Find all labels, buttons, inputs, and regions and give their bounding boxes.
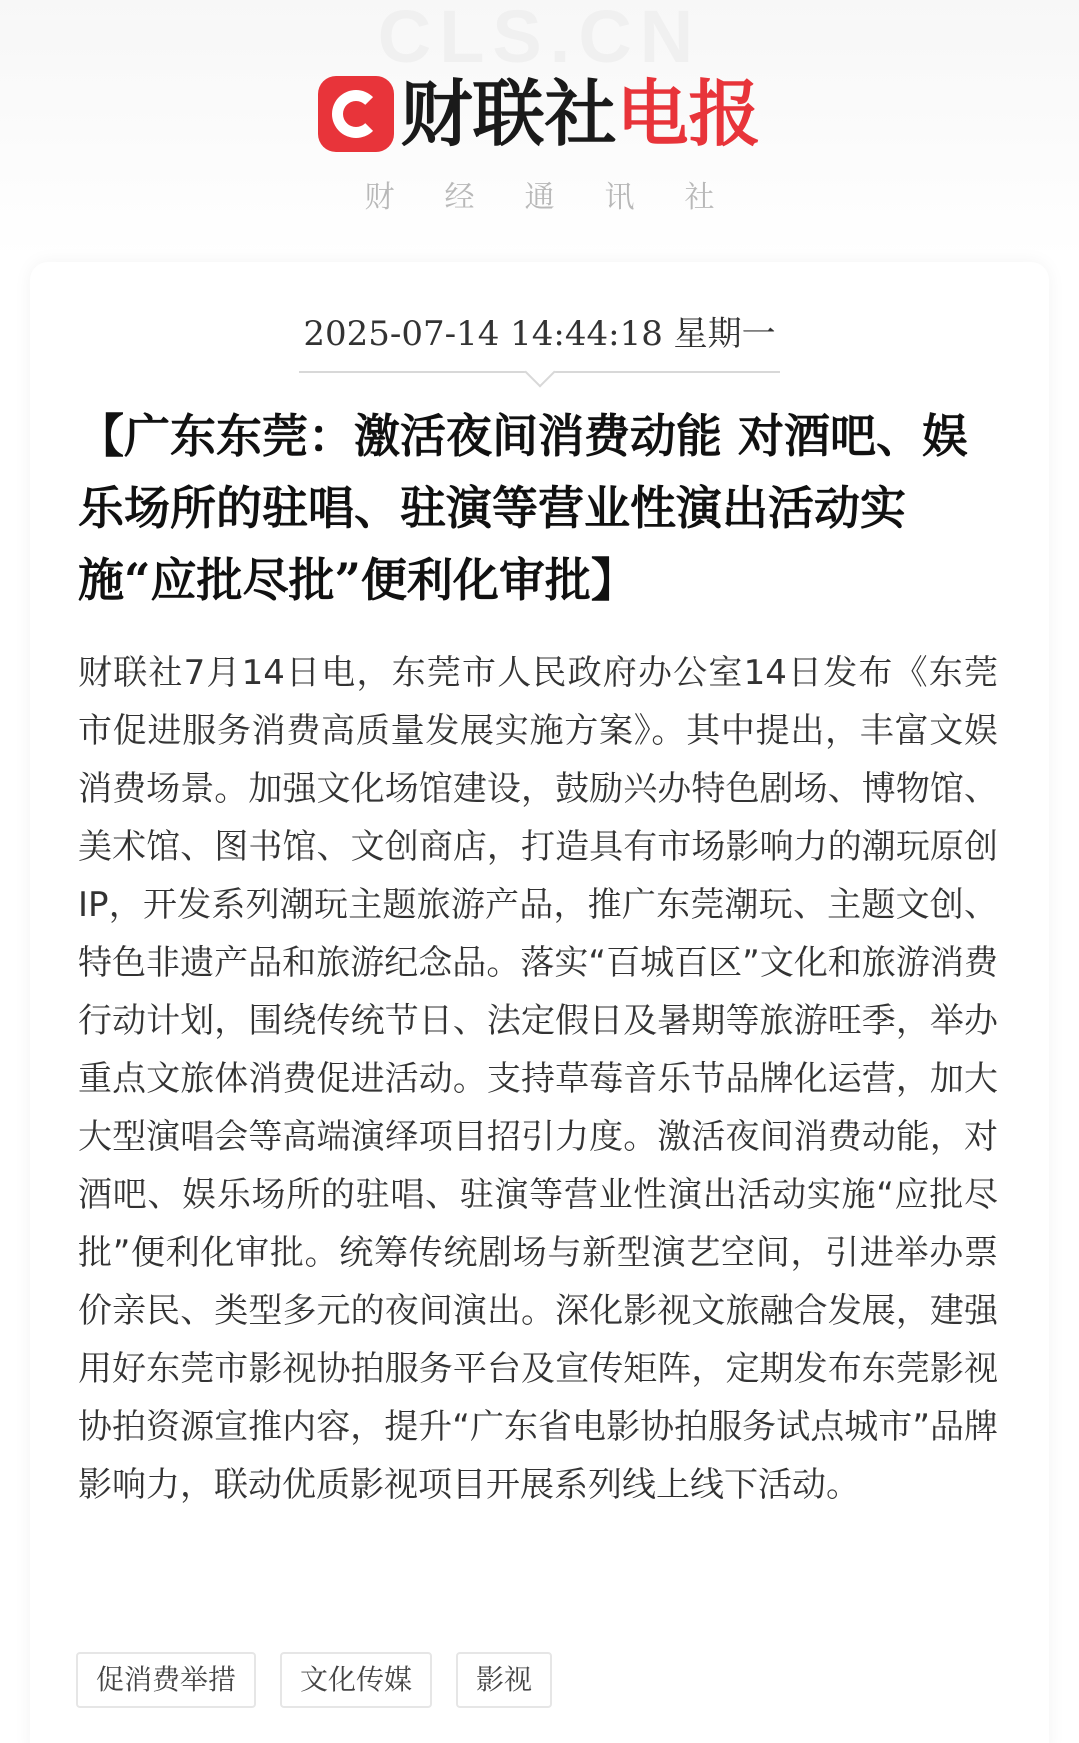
article-body: 财联社7月14日电，东莞市人民政府办公室14日发布《东莞市促进服务消费高质量发展实施方案》。其中提出，丰富文娱消费场景。加强文化场馆建设，鼓励兴办特色剧场、博物馆、美术馆、图书馆、文创商店，打造具有市场影响力的潮玩原创IP，开发系列潮玩主题旅游产品，推广东莞潮玩、主题文创、特色非遗产品和旅游纪念品。落实“百城百区”文化和旅游消费行动计划，围绕传统节日、法定假日及暑期等旅游旺季，举办重点文旅体消费促进活动。支持草莓音乐节品牌化运营，加大大型演唱会等高端演绎项目招引力度。激活夜间消费动能，对酒吧、娱乐场所的驻唱、驻演等营业性演出活动实施“应批尽批”便利化审批。统筹传统剧场与新型演艺空间，引进举办票价亲民、类型多元的夜间演出。深化影视文旅融合发展，建强用好东莞市影视协拍服务平台及宣传矩阵，定期发布东莞影视协拍资源宣推内容，提升“广东省电影协拍服务试点城市”品牌影响力，联动优质影视项目开展系列线上线下活动。: [78, 653, 998, 1505]
brand-name: 财联社: [400, 72, 617, 156]
article-datetime: [299, 300, 779, 373]
tag-item[interactable]: 文化传媒: [280, 1652, 432, 1708]
datetime-text: 2025-07-14 14:44:18 星期一: [303, 314, 776, 354]
date-container: [0, 300, 1079, 373]
brand-header: [0, 74, 1079, 154]
brand-suffix: 电报: [616, 72, 761, 156]
article-headline: 【广东东莞：激活夜间消费动能 对酒吧、娱乐场所的驻唱、驻演等营业性演出活动实施“应批尽批”便利化审批】: [78, 409, 969, 607]
tag-list: [76, 1652, 576, 1708]
tag-item[interactable]: 影视: [456, 1652, 552, 1708]
cls-logo-icon: [318, 76, 394, 152]
tagline: 财经通讯社: [364, 180, 765, 215]
watermark: CLS.CN: [377, 0, 702, 78]
tag-item[interactable]: 促消费举措: [76, 1652, 256, 1708]
